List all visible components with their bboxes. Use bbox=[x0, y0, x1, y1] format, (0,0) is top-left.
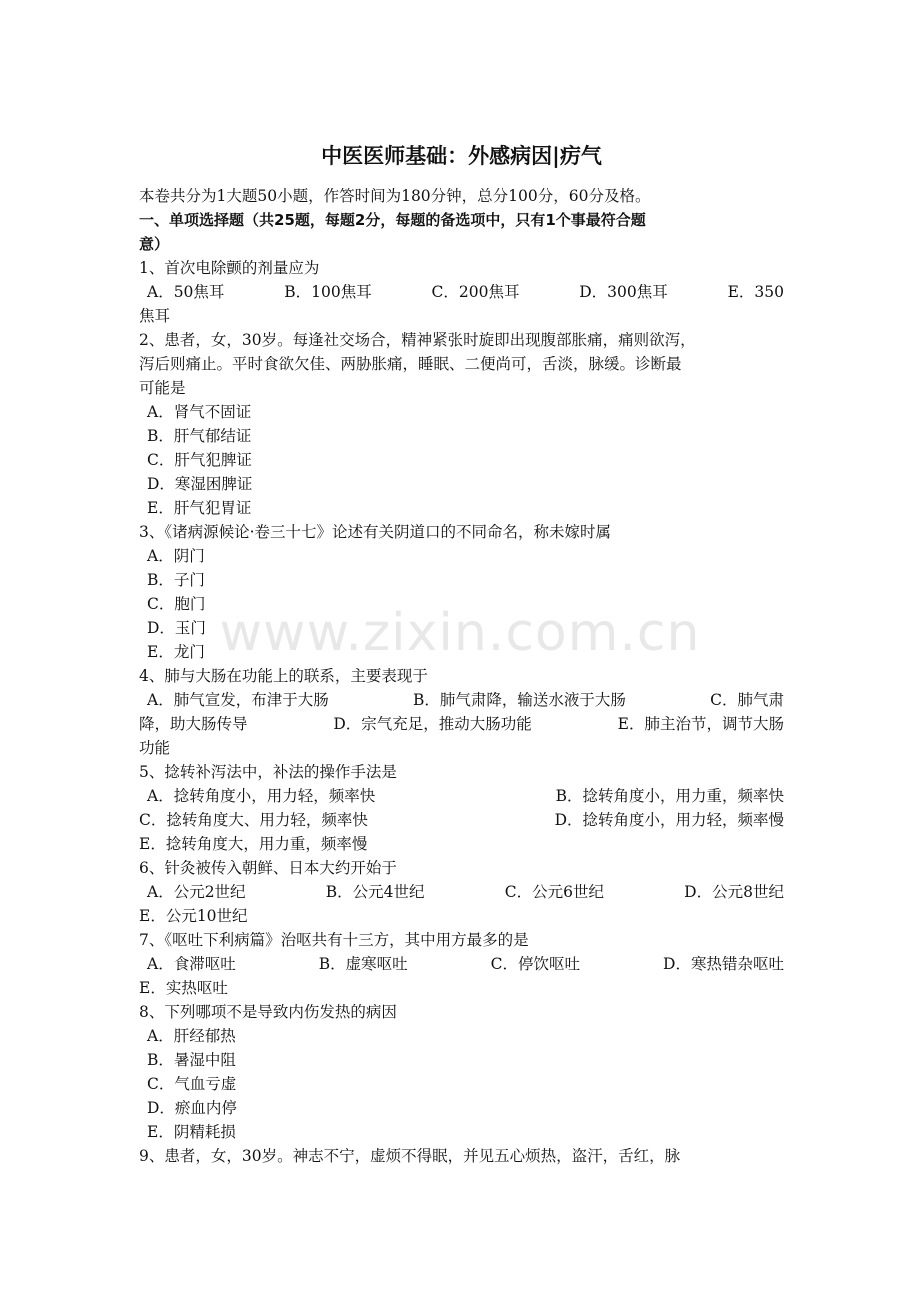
question-4-option-b[interactable]: B．肺气肃降，输送水液于大肠 bbox=[412, 691, 626, 709]
question-2-stem-line-1: 2、患者，女，30岁。每逢社交场合，精神紧张时旋即出现腹部胀痛，痛则欲泻， bbox=[139, 331, 696, 349]
question-5-stem: 5、捻转补泻法中，补法的操作手法是 bbox=[139, 763, 397, 781]
question-5-option-c[interactable]: C．捻转角度大、用力轻，频率快 bbox=[139, 811, 368, 829]
question-2-option-b[interactable]: B．肝气郁结证 bbox=[147, 427, 252, 445]
question-1-option-c[interactable]: C．200焦耳 bbox=[431, 283, 520, 301]
question-8-option-c[interactable]: C．气血亏虚 bbox=[147, 1075, 237, 1093]
question-5-option-e[interactable]: E．捻转角度大，用力重，频率慢 bbox=[139, 835, 368, 853]
page-title: 中医医师基础：外感病因|疠气 bbox=[321, 144, 602, 168]
question-4-options-row-2 bbox=[139, 712, 784, 736]
question-1-option-b[interactable]: B．100焦耳 bbox=[284, 283, 372, 301]
question-6-option-d[interactable]: D．公元8世纪 bbox=[684, 883, 784, 901]
question-7-option-d[interactable]: D．寒热错杂呕吐 bbox=[663, 955, 784, 973]
question-6-option-c[interactable]: C．公元6世纪 bbox=[504, 883, 604, 901]
question-6-option-e[interactable]: E．公元10世纪 bbox=[139, 907, 248, 925]
question-3-option-c[interactable]: C．胞门 bbox=[147, 595, 206, 613]
question-2-option-c[interactable]: C．肝气犯脾证 bbox=[147, 451, 252, 469]
question-1-option-d[interactable]: D．300焦耳 bbox=[579, 283, 668, 301]
question-7-options bbox=[139, 952, 784, 976]
question-4-option-d[interactable]: D．宗气充足，推动大肠功能 bbox=[333, 715, 532, 733]
question-7-option-a[interactable]: A．食滞呕吐 bbox=[147, 955, 236, 973]
question-1-option-e-continued: 焦耳 bbox=[139, 307, 171, 325]
question-6-options bbox=[139, 880, 784, 904]
question-5-option-a[interactable]: A．捻转角度小，用力轻，频率快 bbox=[147, 787, 376, 805]
question-1-stem: 1、首次电除颤的剂量应为 bbox=[139, 259, 320, 277]
question-8-stem: 8、下列哪项不是导致内伤发热的病因 bbox=[139, 1003, 397, 1021]
question-6-option-a[interactable]: A．公元2世纪 bbox=[147, 883, 246, 901]
question-7-option-e[interactable]: E．实热呕吐 bbox=[139, 979, 228, 997]
question-4-options-row-1 bbox=[139, 688, 784, 712]
question-5-options-row-2 bbox=[139, 808, 784, 832]
question-7-stem: 7、《呕吐下利病篇》治呕共有十三方，其中用方最多的是 bbox=[139, 931, 529, 949]
question-3-option-d[interactable]: D．玉门 bbox=[147, 619, 206, 637]
question-5-option-d[interactable]: D．捻转角度小，用力轻，频率慢 bbox=[554, 811, 784, 829]
question-8-option-a[interactable]: A．肝经郁热 bbox=[147, 1027, 236, 1045]
question-4-stem: 4、肺与大肠在功能上的联系，主要表现于 bbox=[139, 667, 428, 685]
question-4-option-e[interactable]: E．肺主治节，调节大肠 bbox=[617, 715, 784, 733]
question-4-option-e-continued: 功能 bbox=[139, 739, 171, 757]
question-3-option-b[interactable]: B．子门 bbox=[147, 571, 205, 589]
question-3-option-a[interactable]: A．阴门 bbox=[147, 547, 205, 565]
question-8-option-e[interactable]: E．阴精耗损 bbox=[147, 1123, 236, 1141]
question-2-option-e[interactable]: E．肝气犯胃证 bbox=[147, 499, 252, 517]
question-3-option-e[interactable]: E．龙门 bbox=[147, 643, 205, 661]
question-9-stem: 9、患者，女，30岁。神志不宁，虚烦不得眠，并见五心烦热，盗汗，舌红，脉 bbox=[139, 1147, 681, 1165]
question-7-option-c[interactable]: C．停饮呕吐 bbox=[490, 955, 581, 973]
section-heading-line-1: 一、单项选择题（共25题，每题2分，每题的备选项中，只有1个事最符合题 bbox=[139, 211, 646, 229]
question-3-stem: 3、《诸病源候论·卷三十七》论述有关阴道口的不同命名，称未嫁时属 bbox=[139, 523, 612, 541]
section-heading-line-2: 意） bbox=[139, 235, 170, 253]
question-6-option-b[interactable]: B．公元4世纪 bbox=[325, 883, 425, 901]
question-4-option-c-continued: 降，助大肠传导 bbox=[139, 715, 248, 733]
question-4-option-c[interactable]: C．肺气肃 bbox=[710, 691, 784, 709]
watermark: www.zixin.com.cn bbox=[219, 603, 701, 663]
exam-intro: 本卷共分为1大题50小题，作答时间为180分钟，总分100分，60分及格。 bbox=[139, 187, 651, 205]
question-4-option-a[interactable]: A．肺气宣发，布津于大肠 bbox=[147, 691, 329, 709]
question-7-option-b[interactable]: B．虚寒呕吐 bbox=[318, 955, 408, 973]
question-2-stem-line-2: 泻后则痛止。平时食欲欠佳、两胁胀痛，睡眠、二便尚可，舌淡，脉缓。诊断最 bbox=[139, 355, 682, 373]
question-5-option-b[interactable]: B．捻转角度小，用力重，频率快 bbox=[555, 787, 784, 805]
question-8-option-b[interactable]: B．暑湿中阻 bbox=[147, 1051, 236, 1069]
question-8-option-d[interactable]: D．瘀血内停 bbox=[147, 1099, 237, 1117]
question-2-stem-line-3: 可能是 bbox=[139, 379, 186, 397]
question-2-option-a[interactable]: A．肾气不固证 bbox=[147, 403, 252, 421]
document-page bbox=[139, 136, 784, 1168]
question-1-option-e[interactable]: E．350 bbox=[727, 283, 784, 301]
question-1-options bbox=[139, 280, 784, 304]
question-6-stem: 6、针灸被传入朝鲜、日本大约开始于 bbox=[139, 859, 397, 877]
question-2-option-d[interactable]: D．寒湿困脾证 bbox=[147, 475, 253, 493]
question-1-option-a[interactable]: A．50焦耳 bbox=[147, 283, 225, 301]
question-5-options-row-1 bbox=[139, 784, 784, 808]
